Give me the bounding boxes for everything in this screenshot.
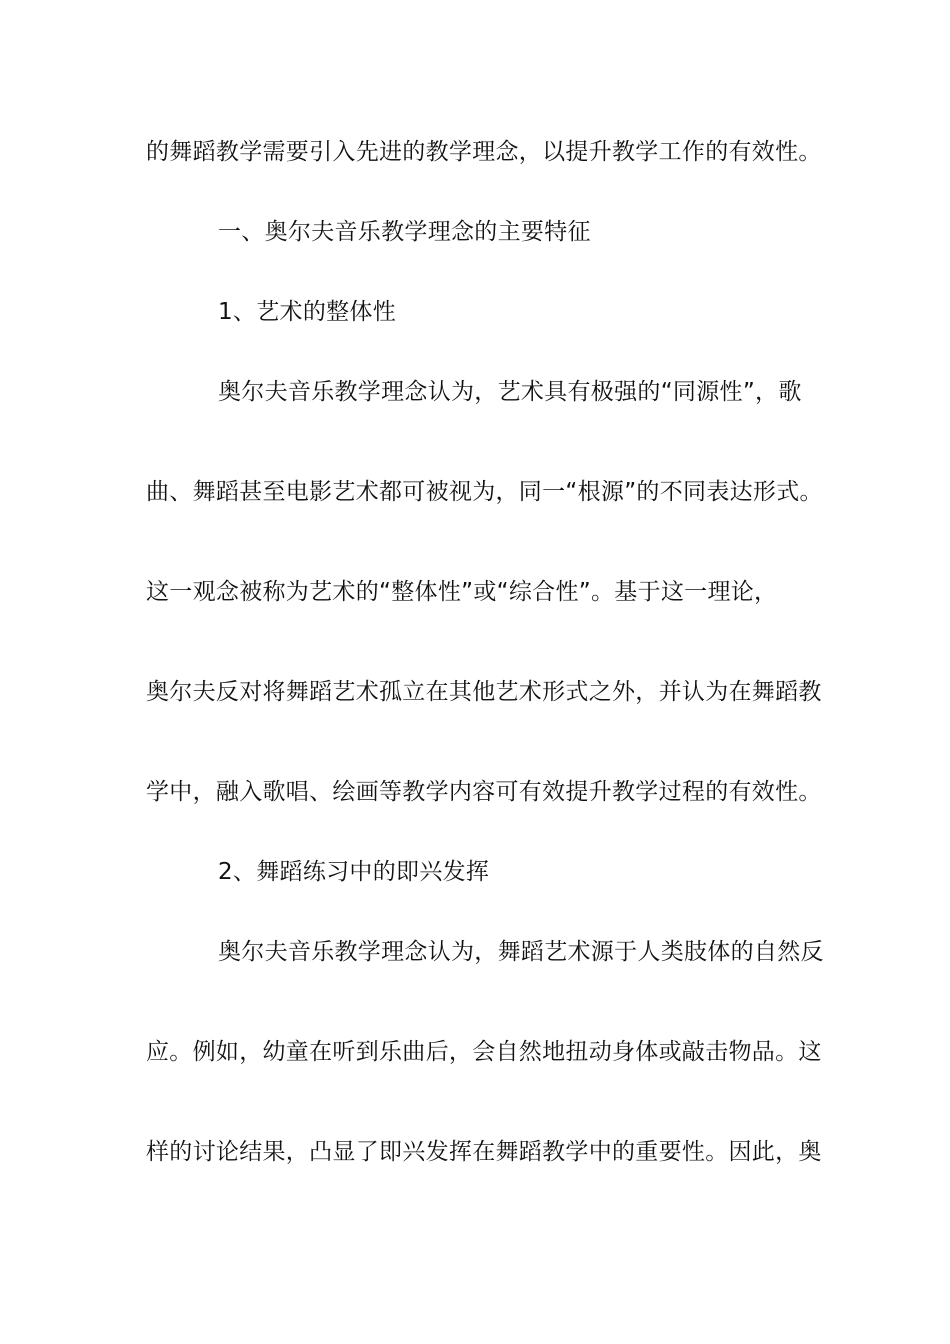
text-line: 奥尔夫音乐教学理念认为，艺术具有极强的“同源性”，歌 [218, 379, 802, 405]
text-line: 应。例如，幼童在听到乐曲后，会自然地扭动身体或敲击物品。这 [146, 1039, 822, 1065]
text-line: 这一观念被称为艺术的“整体性”或“综合性”。基于这一理论， [146, 579, 778, 605]
text-line: 曲、舞蹈甚至电影艺术都可被视为，同一“根源”的不同表达形式。 [146, 479, 823, 505]
subsection-heading: 2、舞蹈练习中的即兴发挥 [218, 859, 490, 885]
text-line: 学中，融入歌唱、绘画等教学内容可有效提升教学过程的有效性。 [146, 779, 822, 805]
text-line: 样的讨论结果，凸显了即兴发挥在舞蹈教学中的重要性。因此，奥 [146, 1139, 822, 1165]
text-line: 奥尔夫反对将舞蹈艺术孤立在其他艺术形式之外，并认为在舞蹈教 [146, 679, 822, 705]
text-line: 的舞蹈教学需要引入先进的教学理念，以提升教学工作的有效性。 [146, 139, 822, 165]
subsection-heading: 1、艺术的整体性 [218, 299, 397, 325]
text-line: 奥尔夫音乐教学理念认为，舞蹈艺术源于人类肢体的自然反 [218, 939, 824, 965]
section-heading: 一、奥尔夫音乐教学理念的主要特征 [218, 219, 591, 245]
